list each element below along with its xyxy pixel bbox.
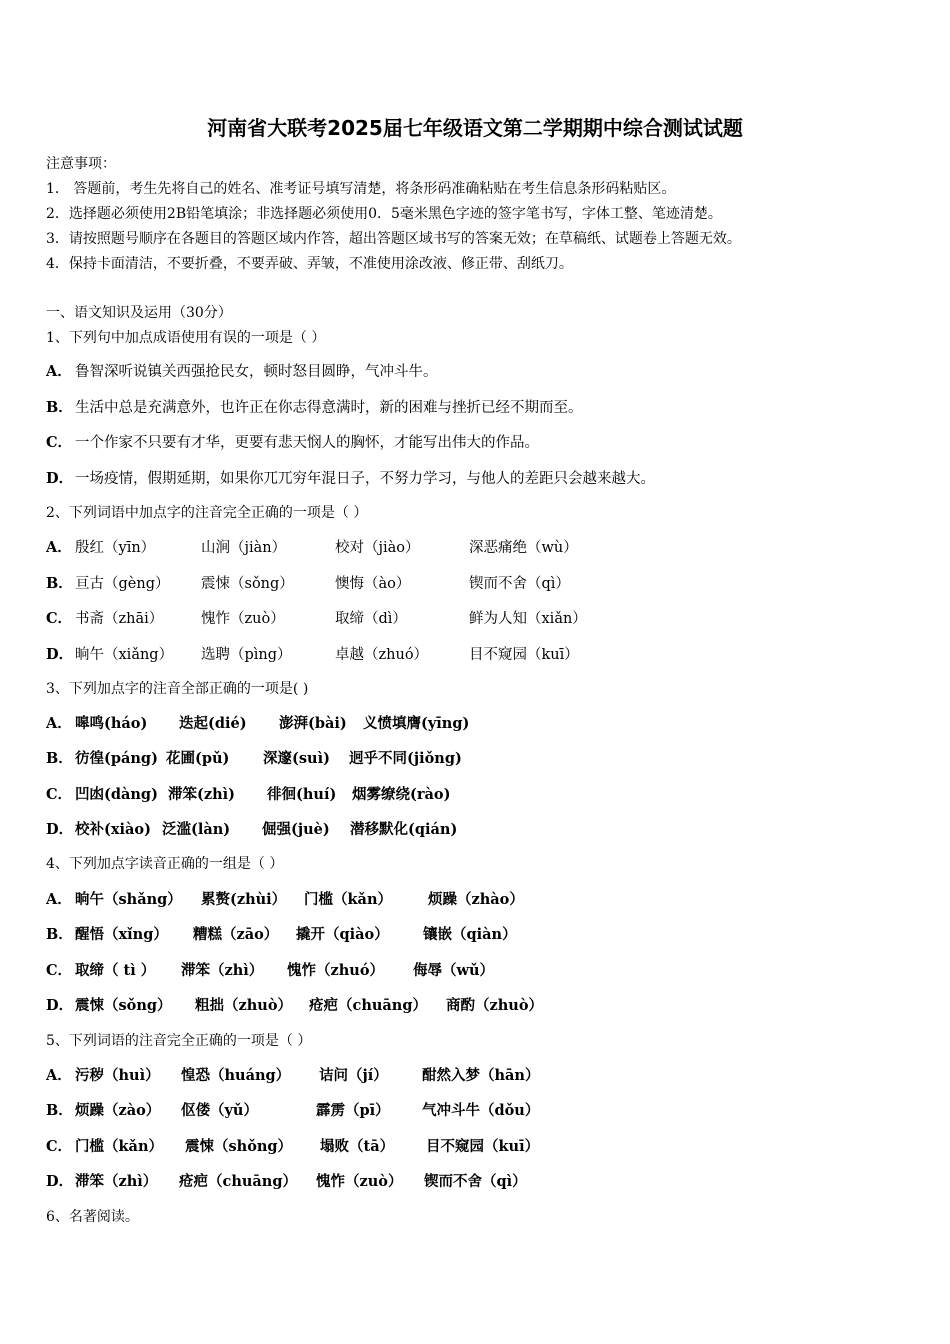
q4-option-d-label: D． bbox=[46, 997, 74, 1014]
question-6-stem: 6、名著阅读。 bbox=[46, 1209, 139, 1225]
q3-d-word-2: 泛滥(làn) bbox=[162, 821, 231, 838]
q4-b-word-4: 镶嵌（qiàn） bbox=[423, 926, 517, 943]
q5-a-word-3: 诘问（jí） bbox=[319, 1067, 388, 1084]
q5-a-word-4: 酣然入梦（hān） bbox=[422, 1067, 540, 1084]
page-title: 河南省大联考2025届七年级语文第二学期期中综合测试试题 bbox=[207, 116, 743, 140]
q3-b-word-1: 彷徨(páng) bbox=[75, 750, 158, 767]
q2-c-word-1: 书斋（zhāi） bbox=[75, 611, 164, 627]
q2-a-word-4: 深恶痛绝（wù） bbox=[469, 540, 578, 556]
question-1-stem: 1、下列句中加点成语使用有误的一项是（ ） bbox=[46, 330, 326, 346]
q5-c-word-2: 震悚（shǒng） bbox=[185, 1138, 293, 1155]
q2-c-word-2: 愧怍（zuò） bbox=[201, 611, 285, 627]
notice-item-3: 3．请按照题号顺序在各题目的答题区域内作答，超出答题区域书写的答案无效；在草稿纸、试题卷上答题无效。 bbox=[46, 231, 741, 247]
section-heading: 一、语文知识及运用（30分） bbox=[46, 305, 232, 321]
q3-c-word-3: 徘徊(huí) bbox=[267, 786, 337, 803]
q5-c-word-1: 门槛（kǎn） bbox=[75, 1138, 163, 1155]
q1-option-c-label: C． bbox=[46, 434, 73, 451]
q3-d-word-3: 倔强(juè) bbox=[262, 821, 330, 838]
q2-c-word-4: 鲜为人知（xiǎn） bbox=[469, 611, 587, 627]
q2-d-word-2: 选聘（pìng） bbox=[201, 647, 292, 663]
q3-option-d-label: D． bbox=[46, 821, 74, 838]
question-2-stem: 2、下列词语中加点字的注音完全正确的一项是（ ） bbox=[46, 505, 368, 521]
notice-item-1: 1． 答题前，考生先将自己的姓名、准考证号填写清楚，将条形码准确粘贴在考生信息条形码粘贴区。 bbox=[46, 181, 676, 197]
q4-option-c-label: C． bbox=[46, 962, 73, 979]
q2-a-word-1: 殷红（yīn） bbox=[75, 540, 156, 556]
q4-b-word-3: 撬开（qiào） bbox=[296, 926, 389, 943]
q3-d-word-1: 校补(xiào) bbox=[75, 821, 151, 838]
q4-a-word-1: 晌午（shǎng） bbox=[75, 891, 182, 908]
q4-d-word-4: 商酌（zhuò） bbox=[446, 997, 543, 1014]
q4-b-word-1: 醒悟（xǐng） bbox=[75, 926, 168, 943]
q3-b-word-2: 花圃(pǔ) bbox=[166, 750, 230, 767]
q5-c-word-3: 塌败（tā） bbox=[320, 1138, 395, 1155]
q2-a-word-3: 校对（jiào） bbox=[335, 540, 420, 556]
q5-b-word-2: 伛偻（yǔ） bbox=[181, 1102, 258, 1119]
q3-b-word-4: 迥乎不同(jiǒng) bbox=[349, 750, 462, 767]
q4-c-word-1: 取缔（ tì ） bbox=[75, 962, 156, 979]
q2-d-word-1: 晌午（xiǎng） bbox=[75, 647, 174, 663]
q2-b-word-3: 懊悔（ào） bbox=[335, 576, 411, 592]
notice-item-2: 2．选择题必须使用2B铅笔填涂；非选择题必须使用0．5毫米黑色字迹的签字笔书写，字体工整、笔迹清楚。 bbox=[46, 206, 722, 222]
q2-option-d-label: D． bbox=[46, 646, 74, 663]
q5-a-word-1: 污秽（huì） bbox=[75, 1067, 160, 1084]
q5-b-word-4: 气冲斗牛（dǒu） bbox=[422, 1102, 540, 1119]
q5-b-word-1: 烦躁（zào） bbox=[75, 1102, 161, 1119]
q1-option-a: 鲁智深听说镇关西强抢民女，顿时怒目圆睁，气冲斗牛。 bbox=[75, 364, 438, 380]
q5-option-c-label: C． bbox=[46, 1138, 73, 1155]
q3-option-b-label: B． bbox=[46, 750, 73, 767]
q4-b-word-2: 糟糕（zāo） bbox=[193, 926, 279, 943]
q5-d-word-2: 疮疤（chuāng） bbox=[179, 1173, 297, 1190]
q3-c-word-2: 滞笨(zhì) bbox=[168, 786, 236, 803]
q3-c-word-4: 烟雾缭绕(rào) bbox=[352, 786, 451, 803]
q1-option-c: 一个作家不只要有才华，更要有悲天悯人的胸怀，才能写出伟大的作品。 bbox=[75, 435, 539, 451]
q5-option-a-label: A． bbox=[46, 1067, 72, 1084]
q3-c-word-1: 凹凼(dàng) bbox=[75, 786, 158, 803]
q4-d-word-3: 疮疤（chuāng） bbox=[309, 997, 427, 1014]
q2-b-word-1: 亘古（gèng） bbox=[75, 576, 170, 592]
q3-b-word-3: 深邃(suì) bbox=[263, 750, 330, 767]
notice-item-4: 4．保持卡面清洁，不要折叠，不要弄破、弄皱，不准使用涂改液、修正带、刮纸刀。 bbox=[46, 256, 573, 272]
q2-a-word-2: 山涧（jiàn） bbox=[201, 540, 287, 556]
q4-c-word-3: 愧怍（zhuó） bbox=[287, 962, 384, 979]
q3-a-word-2: 迭起(dié) bbox=[179, 715, 247, 732]
q2-c-word-3: 取缔（dì） bbox=[335, 611, 407, 627]
q4-a-word-2: 累赘(zhùi） bbox=[201, 891, 287, 908]
q2-b-word-4: 锲而不舍（qì） bbox=[469, 576, 570, 592]
q5-b-word-3: 霹雳（pī） bbox=[316, 1102, 390, 1119]
q1-option-b: 生活中总是充满意外，也许正在你志得意满时，新的困难与挫折已经不期而至。 bbox=[75, 400, 583, 416]
q4-d-word-2: 粗拙（zhuò） bbox=[195, 997, 292, 1014]
q4-a-word-3: 门槛（kǎn） bbox=[304, 891, 392, 908]
q3-d-word-4: 潜移默化(qián) bbox=[350, 821, 458, 838]
q3-a-word-1: 嗥鸣(háo) bbox=[75, 715, 148, 732]
q2-option-a-label: A． bbox=[46, 539, 72, 556]
q4-c-word-4: 侮辱（wǔ） bbox=[413, 962, 495, 979]
q5-option-d-label: D． bbox=[46, 1173, 74, 1190]
q5-option-b-label: B． bbox=[46, 1102, 73, 1119]
q3-option-a-label: A． bbox=[46, 715, 72, 732]
q5-d-word-4: 锲而不舍（qì） bbox=[424, 1173, 527, 1190]
q4-option-b-label: B． bbox=[46, 926, 73, 943]
q5-d-word-3: 愧怍（zuò） bbox=[316, 1173, 403, 1190]
question-4-stem: 4、下列加点字读音正确的一组是（ ） bbox=[46, 856, 284, 872]
q2-d-word-3: 卓越（zhuó） bbox=[335, 647, 429, 663]
q5-a-word-2: 惶恐（huáng） bbox=[181, 1067, 291, 1084]
q1-option-d: 一场疫情，假期延期，如果你兀兀穷年混日子，不努力学习，与他人的差距只会越来越大。 bbox=[75, 471, 655, 487]
q2-d-word-4: 目不窥园（kuī） bbox=[469, 647, 579, 663]
question-3-stem: 3、下列加点字的注音全部正确的一项是( ) bbox=[46, 681, 309, 697]
q5-d-word-1: 滞笨（zhì） bbox=[75, 1173, 158, 1190]
q2-b-word-2: 震悚（sǒng） bbox=[201, 576, 294, 592]
q4-d-word-1: 震悚（sǒng） bbox=[75, 997, 172, 1014]
q4-option-a-label: A． bbox=[46, 891, 72, 908]
q3-option-c-label: C． bbox=[46, 786, 73, 803]
q3-a-word-4: 义愤填膺(yīng) bbox=[363, 715, 470, 732]
question-5-stem: 5、下列词语的注音完全正确的一项是（ ） bbox=[46, 1033, 312, 1049]
q2-option-b-label: B． bbox=[46, 575, 73, 592]
q4-a-word-4: 烦躁（zhào） bbox=[428, 891, 524, 908]
notice-heading: 注意事项： bbox=[46, 156, 116, 172]
q2-option-c-label: C． bbox=[46, 610, 73, 627]
q4-c-word-2: 滞笨（zhì） bbox=[181, 962, 264, 979]
q1-option-d-label: D． bbox=[46, 470, 74, 487]
q1-option-a-label: A． bbox=[46, 363, 72, 380]
q3-a-word-3: 澎湃(bài) bbox=[279, 715, 347, 732]
q1-option-b-label: B． bbox=[46, 399, 73, 416]
q5-c-word-4: 目不窥园（kuī） bbox=[426, 1138, 540, 1155]
